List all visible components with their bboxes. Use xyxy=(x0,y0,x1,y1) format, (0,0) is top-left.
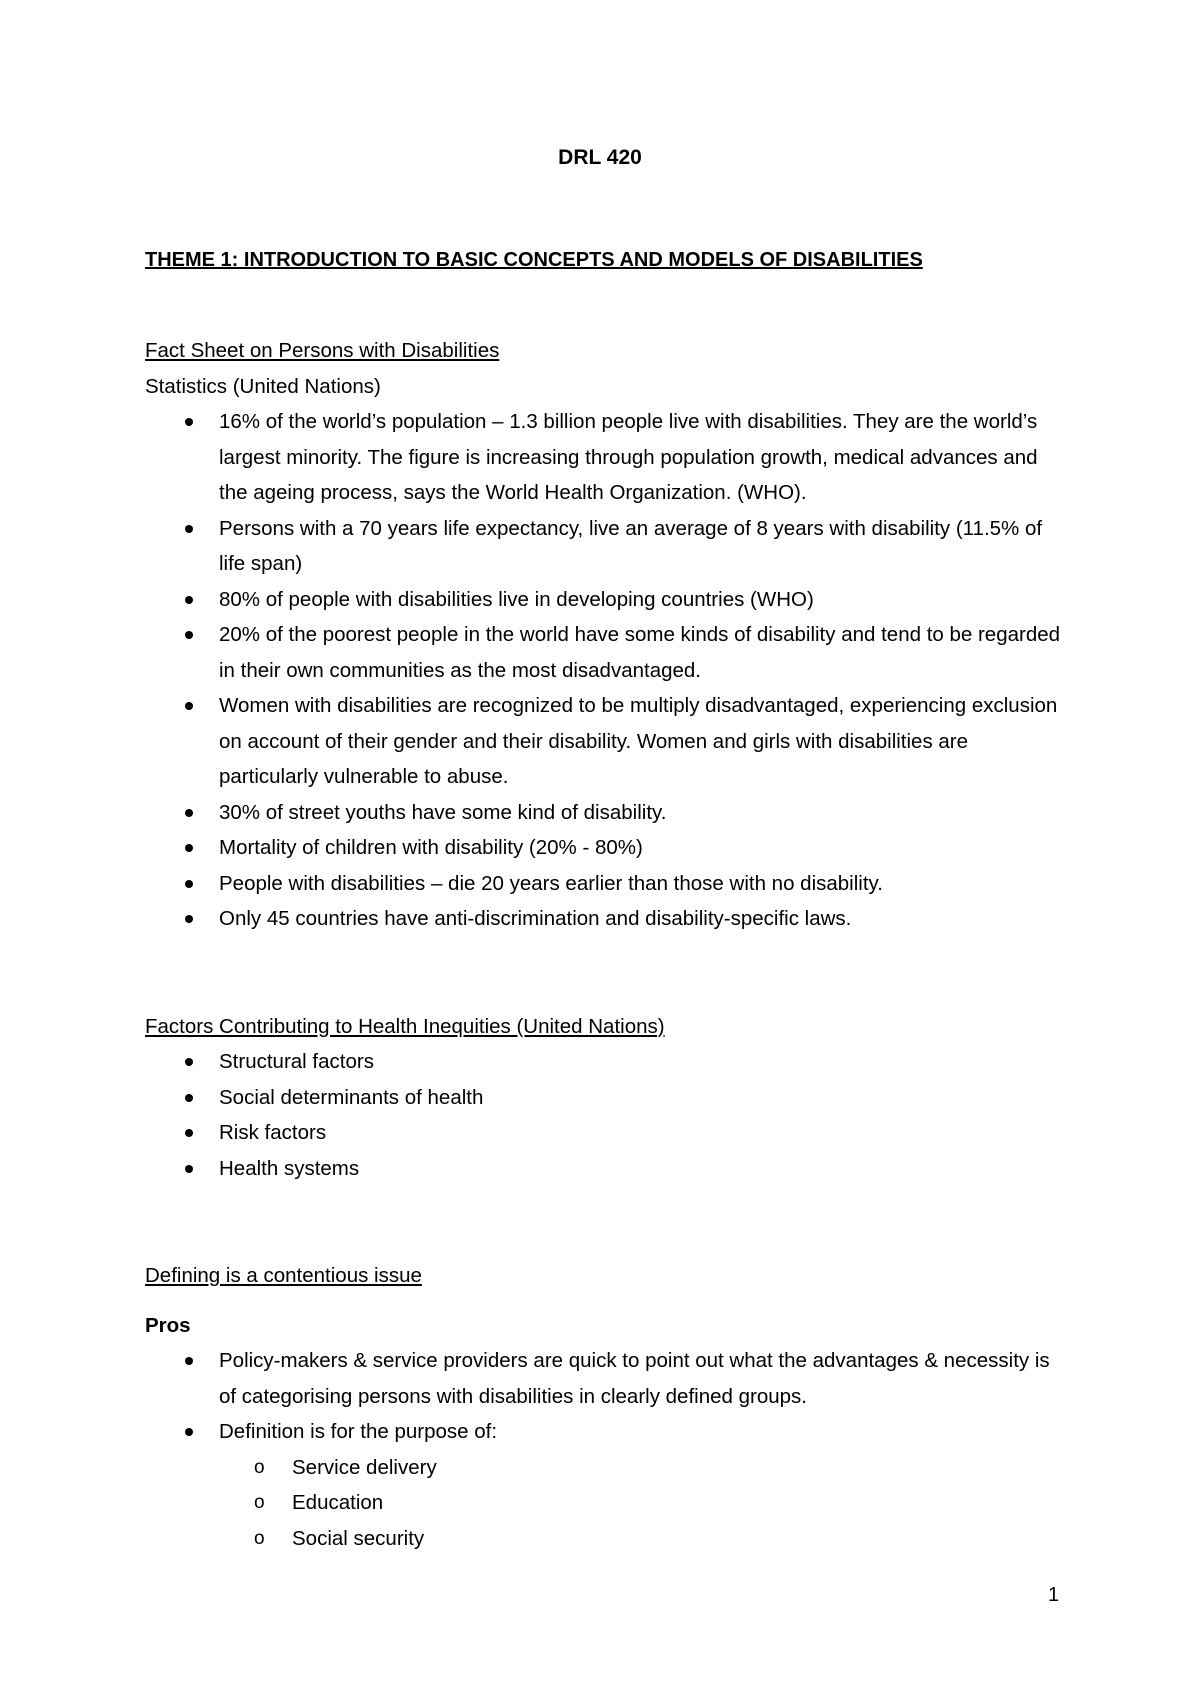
section-spacer xyxy=(145,1294,1065,1308)
defining-heading: Defining is a contentious issue xyxy=(145,1264,422,1287)
purpose-sublist xyxy=(145,1450,1065,1557)
list-item: 20% of the poorest people in the world have some kinds of disability and tend to be regarded in their own communities as the most disadvantaged. xyxy=(145,617,1065,688)
factors-heading: Factors Contributing to Health Inequities (United Nations) xyxy=(145,1014,665,1038)
list-item: 16% of the world’s population – 1.3 billion people live with disabilities. They are the world’s largest minority. The figure is increasing through population growth, medical advances and the ageing process, says the World Health Organization. (WHO). xyxy=(145,404,1065,511)
list-item: 80% of people with disabilities live in developing countries (WHO) xyxy=(145,582,1065,618)
list-item: Persons with a 70 years life expectancy, live an average of 8 years with disability (11.5% of life span) xyxy=(145,511,1065,582)
factors-list xyxy=(145,1044,1065,1186)
sub-list-item xyxy=(145,1450,1065,1486)
list-item: People with disabilities – die 20 years earlier than those with no disability. xyxy=(145,866,1065,902)
sub-list-item xyxy=(145,1521,1065,1557)
list-item: Definition is for the purpose of: xyxy=(145,1414,1065,1450)
list-item: Risk factors xyxy=(145,1115,1065,1151)
list-item: Health systems xyxy=(145,1151,1065,1187)
document-body xyxy=(145,333,1065,1556)
list-item: Policy-makers & service providers are quick to point out what the advantages & necessity is of categorising persons with disabilities in clearly defined groups. xyxy=(145,1343,1065,1414)
fact-sheet-list xyxy=(145,404,1065,937)
sub-list-item-text: Service delivery xyxy=(292,1455,437,1479)
sub-list-item-text: Social security xyxy=(292,1526,425,1550)
list-item: Mortality of children with disability (20% - 80%) xyxy=(145,830,1065,866)
pros-list xyxy=(145,1343,1065,1450)
section-spacer xyxy=(145,937,1065,1009)
theme-title: THEME 1: INTRODUCTION TO BASIC CONCEPTS AND MODELS OF DISABILITIES xyxy=(145,249,923,271)
list-item: Women with disabilities are recognized to be multiply disadvantaged, experiencing exclusion on account of their gender and their disability. Women and girls with disabilities are particularly vulnerable to abuse. xyxy=(145,688,1065,795)
statistics-subheading: Statistics (United Nations) xyxy=(145,374,381,398)
course-code: DRL 420 xyxy=(558,146,642,169)
list-item: 30% of street youths have some kind of disability. xyxy=(145,795,1065,831)
fact-sheet-heading: Fact Sheet on Persons with Disabilities xyxy=(145,339,500,362)
section-spacer xyxy=(145,1186,1065,1258)
list-item: Social determinants of health xyxy=(145,1080,1065,1116)
sub-list-item xyxy=(145,1485,1065,1521)
pros-label: Pros xyxy=(145,1313,191,1337)
page-number: 1 xyxy=(1048,1584,1060,1606)
sub-list-item-text: Education xyxy=(292,1491,384,1514)
list-item: Structural factors xyxy=(145,1044,1065,1080)
list-item: Only 45 countries have anti-discrimination and disability-specific laws. xyxy=(145,901,1065,937)
